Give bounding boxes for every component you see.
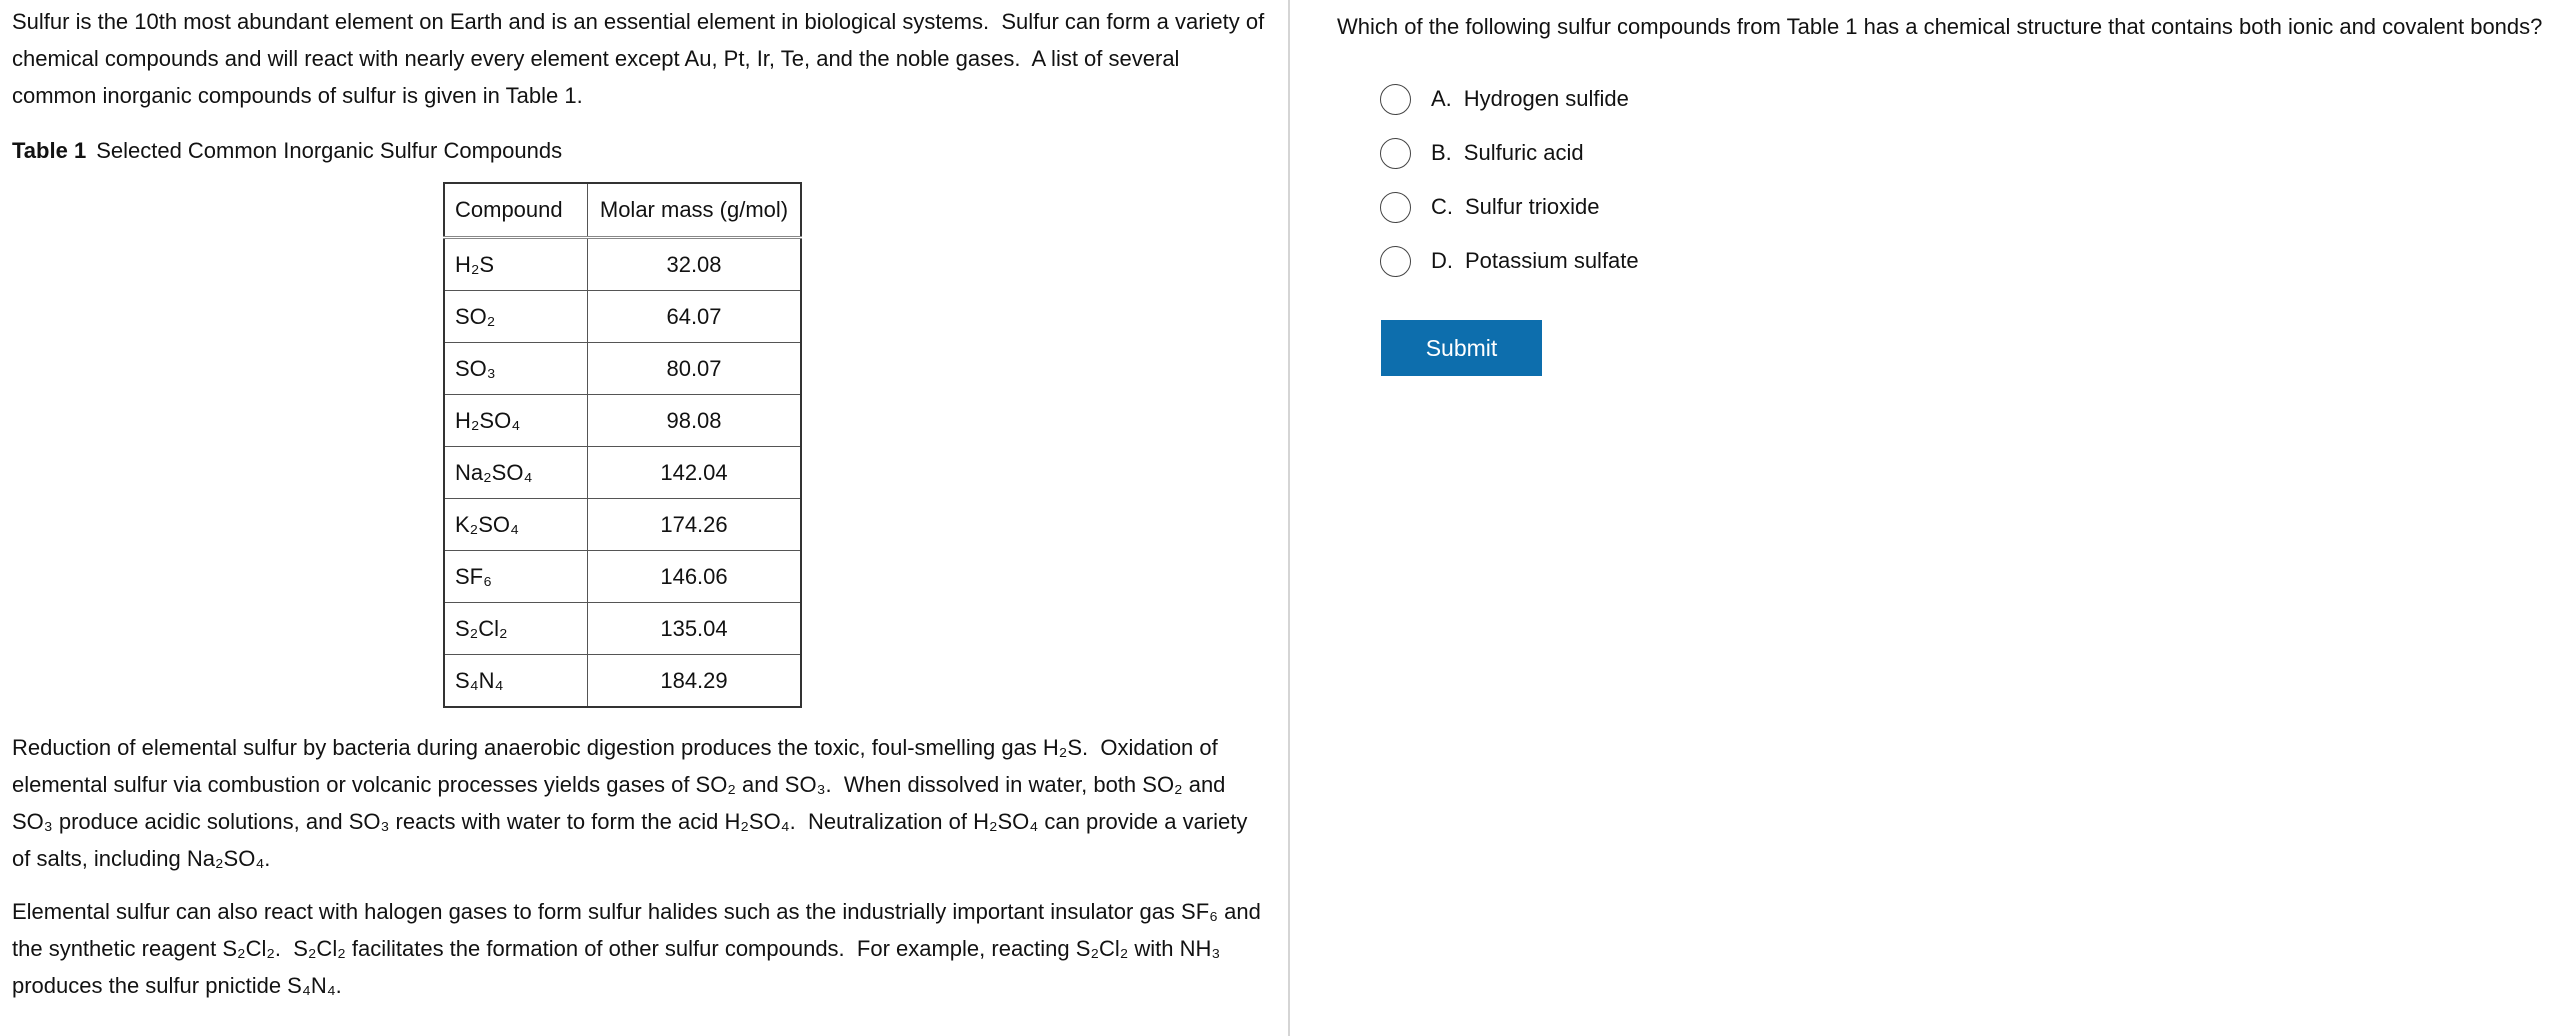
compound-table	[443, 182, 802, 708]
option-label: Sulfuric acid	[1463, 140, 1584, 165]
passage-paragraph-3: Elemental sulfur can also react with halogen gases to form sulfur halides such as the industrially important insulator gas SF₆ and the synthetic reagent S₂Cl₂. S₂Cl₂ facilitates the formation of other sulfur compounds. For example, reacting S₂Cl₂ with NH₃ produces the sulfur pnictide S₄N₄.	[12, 899, 1267, 998]
compound-cell: Na₂SO₄	[444, 447, 588, 499]
question-text: Which of the following sulfur compounds from Table 1 has a chemical structure that contains both ionic and covalent bonds?	[1337, 14, 2543, 39]
table-row	[444, 343, 801, 395]
compound-cell: SO₂	[444, 291, 588, 343]
table-caption	[12, 138, 1266, 164]
option-letter: A.	[1431, 86, 1452, 111]
option-row-d[interactable]	[1337, 234, 2546, 288]
radio-option-d[interactable]	[1380, 246, 1411, 277]
table-row	[444, 291, 801, 343]
compound-cell: H₂S	[444, 238, 588, 291]
table-header-molar-mass: Molar mass (g/mol)	[588, 183, 802, 238]
table-row	[444, 499, 801, 551]
table-caption-label: Table 1	[12, 138, 87, 163]
compound-cell: S₄N₄	[444, 655, 588, 708]
table-row	[444, 395, 801, 447]
option-letter: B.	[1431, 140, 1452, 165]
question-pane	[1290, 0, 2556, 1036]
molar-mass-cell: 32.08	[588, 238, 802, 291]
radio-option-a[interactable]	[1380, 84, 1411, 115]
option-letter: C.	[1431, 194, 1453, 219]
table-header-compound: Compound	[444, 183, 588, 238]
passage-paragraph-2: Reduction of elemental sulfur by bacteria during anaerobic digestion produces the toxic, foul-smelling gas H₂S. Oxidation of elemental sulfur via combustion or volcanic processes yields gases of SO₂ and SO₃. When dissolved in water, both SO₂ and SO₃ produce acidic solutions, and SO₃ reacts with water to form the acid H₂SO₄. Neutralization of H₂SO₄ can provide a variety of salts, including Na₂SO₄.	[12, 735, 1254, 871]
table-row	[444, 603, 801, 655]
molar-mass-cell: 142.04	[588, 447, 802, 499]
option-label: Sulfur trioxide	[1465, 194, 1600, 219]
molar-mass-cell: 146.06	[588, 551, 802, 603]
submit-button[interactable]: Submit	[1381, 320, 1542, 376]
compound-cell: SO₃	[444, 343, 588, 395]
molar-mass-cell: 174.26	[588, 499, 802, 551]
compound-cell: K₂SO₄	[444, 499, 588, 551]
table-row	[444, 238, 801, 291]
option-letter: D.	[1431, 248, 1453, 273]
compound-cell: SF₆	[444, 551, 588, 603]
molar-mass-cell: 184.29	[588, 655, 802, 708]
option-label: Hydrogen sulfide	[1463, 86, 1629, 111]
option-row-a[interactable]	[1337, 72, 2546, 126]
table-row	[444, 447, 801, 499]
molar-mass-cell: 64.07	[588, 291, 802, 343]
table-caption-text: Selected Common Inorganic Sulfur Compounds	[96, 138, 563, 163]
option-row-b[interactable]	[1337, 126, 2546, 180]
table-row	[444, 551, 801, 603]
option-label: Potassium sulfate	[1465, 248, 1639, 273]
passage-paragraph-1: Sulfur is the 10th most abundant element on Earth and is an essential element in biological systems. Sulfur can form a variety of chemical compounds and will react with nearly every element except Au, Pt, Ir, Te, and the noble gases. A list of several common inorganic compounds of sulfur is given in Table 1.	[12, 9, 1271, 108]
answer-options	[1337, 72, 2546, 288]
molar-mass-cell: 98.08	[588, 395, 802, 447]
compound-cell: H₂SO₄	[444, 395, 588, 447]
radio-option-c[interactable]	[1380, 192, 1411, 223]
table-header-row	[444, 183, 801, 238]
radio-option-b[interactable]	[1380, 138, 1411, 169]
table-row	[444, 655, 801, 708]
molar-mass-cell: 80.07	[588, 343, 802, 395]
option-row-c[interactable]	[1337, 180, 2546, 234]
molar-mass-cell: 135.04	[588, 603, 802, 655]
compound-cell: S₂Cl₂	[444, 603, 588, 655]
